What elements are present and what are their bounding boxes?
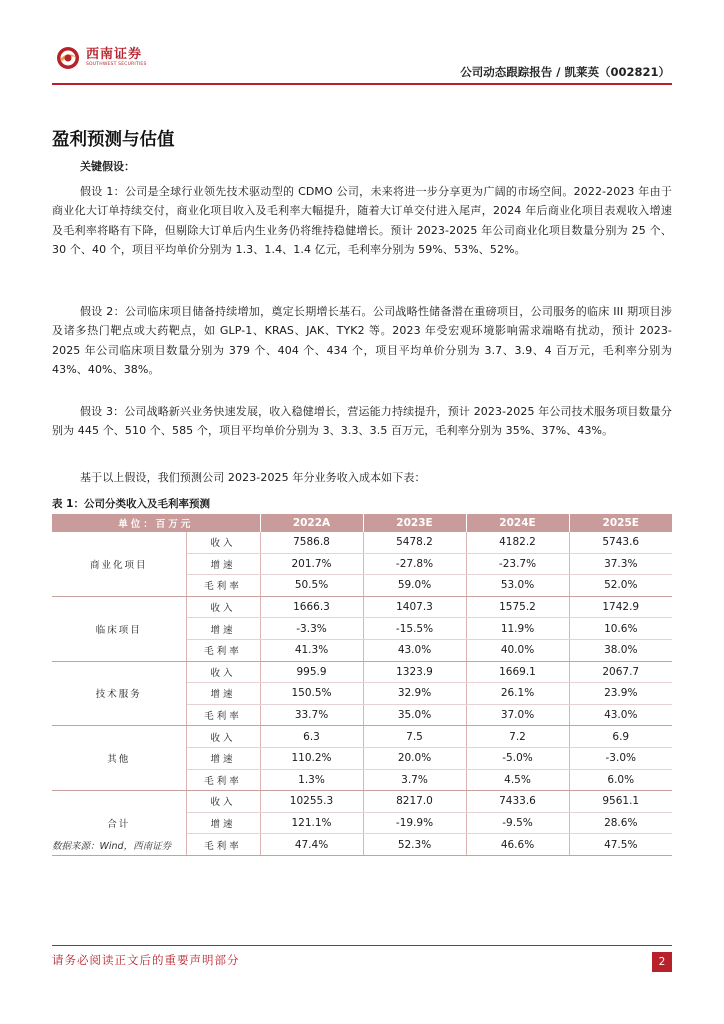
metric-label: 收入 (186, 791, 260, 813)
table-cell: 4182.2 (466, 532, 569, 553)
segment-name: 商业化项目 (52, 532, 186, 596)
section-title: 盈利预测与估值 (52, 130, 175, 150)
table-cell: 1575.2 (466, 596, 569, 618)
metric-label: 毛利率 (186, 704, 260, 726)
metric-label: 毛利率 (186, 769, 260, 791)
logo-name-cn: 西南证券 (86, 47, 143, 63)
table-cell: -5.0% (466, 747, 569, 769)
metric-label: 增速 (186, 747, 260, 769)
table-cell: 7586.8 (260, 532, 363, 553)
metric-label: 收入 (186, 596, 260, 618)
table-cell: -15.5% (363, 618, 466, 640)
table-cell: 33.7% (260, 704, 363, 726)
table-row (52, 596, 672, 618)
table-cell: 43.0% (569, 704, 672, 726)
table-cell: 3.7% (363, 769, 466, 791)
metric-label: 收入 (186, 726, 260, 748)
table-cell: 41.3% (260, 639, 363, 661)
table-cell: 1323.9 (363, 661, 466, 683)
table-cell: 2067.7 (569, 661, 672, 683)
logo-mark-icon (56, 46, 80, 70)
year-header: 2023E (363, 514, 466, 532)
metric-label: 增速 (186, 618, 260, 640)
metric-label: 毛利率 (186, 639, 260, 661)
table-cell: 6.0% (569, 769, 672, 791)
page-header (0, 0, 724, 92)
table-cell: 1669.1 (466, 661, 569, 683)
segment-name: 其他 (52, 726, 186, 791)
table-cell: 7.5 (363, 726, 466, 748)
header-divider (52, 83, 672, 85)
table-cell: 37.3% (569, 553, 672, 575)
year-header: 2025E (569, 514, 672, 532)
unit-header: 单位：百万元 (52, 514, 260, 532)
table-cell: 150.5% (260, 683, 363, 705)
table-caption: 表 1：公司分类收入及毛利率预测 (52, 498, 210, 510)
table-cell: 20.0% (363, 747, 466, 769)
table-cell: 5478.2 (363, 532, 466, 553)
table-cell: -27.8% (363, 553, 466, 575)
key-assumptions-heading: 关键假设： (80, 160, 135, 173)
table-cell: 8217.0 (363, 791, 466, 813)
metric-label: 毛利率 (186, 575, 260, 597)
revenue-margin-forecast-table (52, 514, 672, 856)
table-cell: 40.0% (466, 639, 569, 661)
data-source-note: 数据来源：Wind，西南证券 (52, 841, 172, 852)
table-cell: 6.3 (260, 726, 363, 748)
table-cell: 46.6% (466, 834, 569, 856)
table-cell: 9561.1 (569, 791, 672, 813)
table-cell: 50.5% (260, 575, 363, 597)
table-cell: 26.1% (466, 683, 569, 705)
table-cell: 52.0% (569, 575, 672, 597)
segment-name: 合计 (52, 791, 186, 856)
table-row (52, 532, 672, 553)
table-cell: 53.0% (466, 575, 569, 597)
footer-divider (52, 945, 672, 946)
table-cell: -23.7% (466, 553, 569, 575)
table-cell: -19.9% (363, 812, 466, 834)
year-header: 2022A (260, 514, 363, 532)
footer-notice: 请务必阅读正文后的重要声明部分 (52, 953, 240, 967)
company-logo (56, 46, 147, 70)
metric-label: 收入 (186, 661, 260, 683)
metric-label: 收入 (186, 532, 260, 553)
table-cell: 995.9 (260, 661, 363, 683)
table-row (52, 791, 672, 813)
table-cell: 38.0% (569, 639, 672, 661)
table-cell: 11.9% (466, 618, 569, 640)
assumption-3-paragraph: 假设 3：公司战略新兴业务快速发展，收入稳健增长，营运能力持续提升，预计 2023-2025 年公司技术服务项目数量分别为 445 个、510 个、585 个，项目平均单价分别为 3、3.3、3.5 百万元，毛利率分别为 35%、37%、43%。 (52, 405, 672, 438)
logo-name-en: SOUTHWEST SECURITIES (86, 62, 147, 68)
table-cell: 37.0% (466, 704, 569, 726)
table-cell: 5743.6 (569, 532, 672, 553)
report-title: 公司动态跟踪报告 / 凯莱英（002821） (460, 65, 670, 79)
metric-label: 增速 (186, 683, 260, 705)
summary-paragraph: 基于以上假设，我们预测公司 2023-2025 年分业务收入成本如下表： (80, 471, 426, 484)
table-cell: 10255.3 (260, 791, 363, 813)
table-row (52, 661, 672, 683)
table-cell: 52.3% (363, 834, 466, 856)
assumption-1-paragraph: 假设 1：公司是全球行业领先技术驱动型的 CDMO 公司，未来将进一步分享更为广阔的市场空间。2022-2023 年由于商业化大订单持续交付，商业化项目收入及毛利率大幅提升，随着大订单交付进入尾声，2024 年后商业化项目表观收入增速及毛利率将略有下降，但剔除大订单后内生业务仍将维持稳健增长。预计 2023-2025 年公司商业化项目数量分别为 25 个、30 个、40 个，项目平均单价分别为 1.3、1.4、1.4 亿元，毛利率分别为 59%、53%、52%。 (52, 185, 672, 256)
table-cell: 10.6% (569, 618, 672, 640)
assumption-2-paragraph: 假设 2：公司临床项目储备持续增加，奠定长期增长基石。公司战略性储备潜在重磅项目，公司服务的临床 III 期项目涉及诸多热门靶点或大药靶点，如 GLP-1、KRAS、JAK、TYK2 等。2023 年受宏观环境影响需求端略有扰动，预计 2023-2025 年公司临床项目数量分别为 379 个、404 个、434 个，项目平均单价分别为 3.7、3.9、4 百万元，毛利率分别为 43%、40%、38%。 (52, 305, 672, 376)
table-header-row (52, 514, 672, 532)
table-cell: 6.9 (569, 726, 672, 748)
table-row (52, 726, 672, 748)
segment-name: 临床项目 (52, 596, 186, 661)
table-cell: 32.9% (363, 683, 466, 705)
metric-label: 毛利率 (186, 834, 260, 856)
table-cell: 121.1% (260, 812, 363, 834)
table-cell: 23.9% (569, 683, 672, 705)
table-cell: 7433.6 (466, 791, 569, 813)
table-cell: -9.5% (466, 812, 569, 834)
table-cell: 1.3% (260, 769, 363, 791)
table-cell: 43.0% (363, 639, 466, 661)
table-cell: 1666.3 (260, 596, 363, 618)
table-cell: 47.4% (260, 834, 363, 856)
table-cell: 59.0% (363, 575, 466, 597)
table-cell: 35.0% (363, 704, 466, 726)
metric-label: 增速 (186, 553, 260, 575)
table-cell: -3.0% (569, 747, 672, 769)
metric-label: 增速 (186, 812, 260, 834)
segment-name: 技术服务 (52, 661, 186, 726)
table-cell: 201.7% (260, 553, 363, 575)
table-cell: 4.5% (466, 769, 569, 791)
table-cell: 47.5% (569, 834, 672, 856)
table-cell: 28.6% (569, 812, 672, 834)
page-number: 2 (652, 952, 672, 972)
table-cell: 1742.9 (569, 596, 672, 618)
year-header: 2024E (466, 514, 569, 532)
table-cell: 1407.3 (363, 596, 466, 618)
table-cell: -3.3% (260, 618, 363, 640)
table-cell: 110.2% (260, 747, 363, 769)
table-cell: 7.2 (466, 726, 569, 748)
